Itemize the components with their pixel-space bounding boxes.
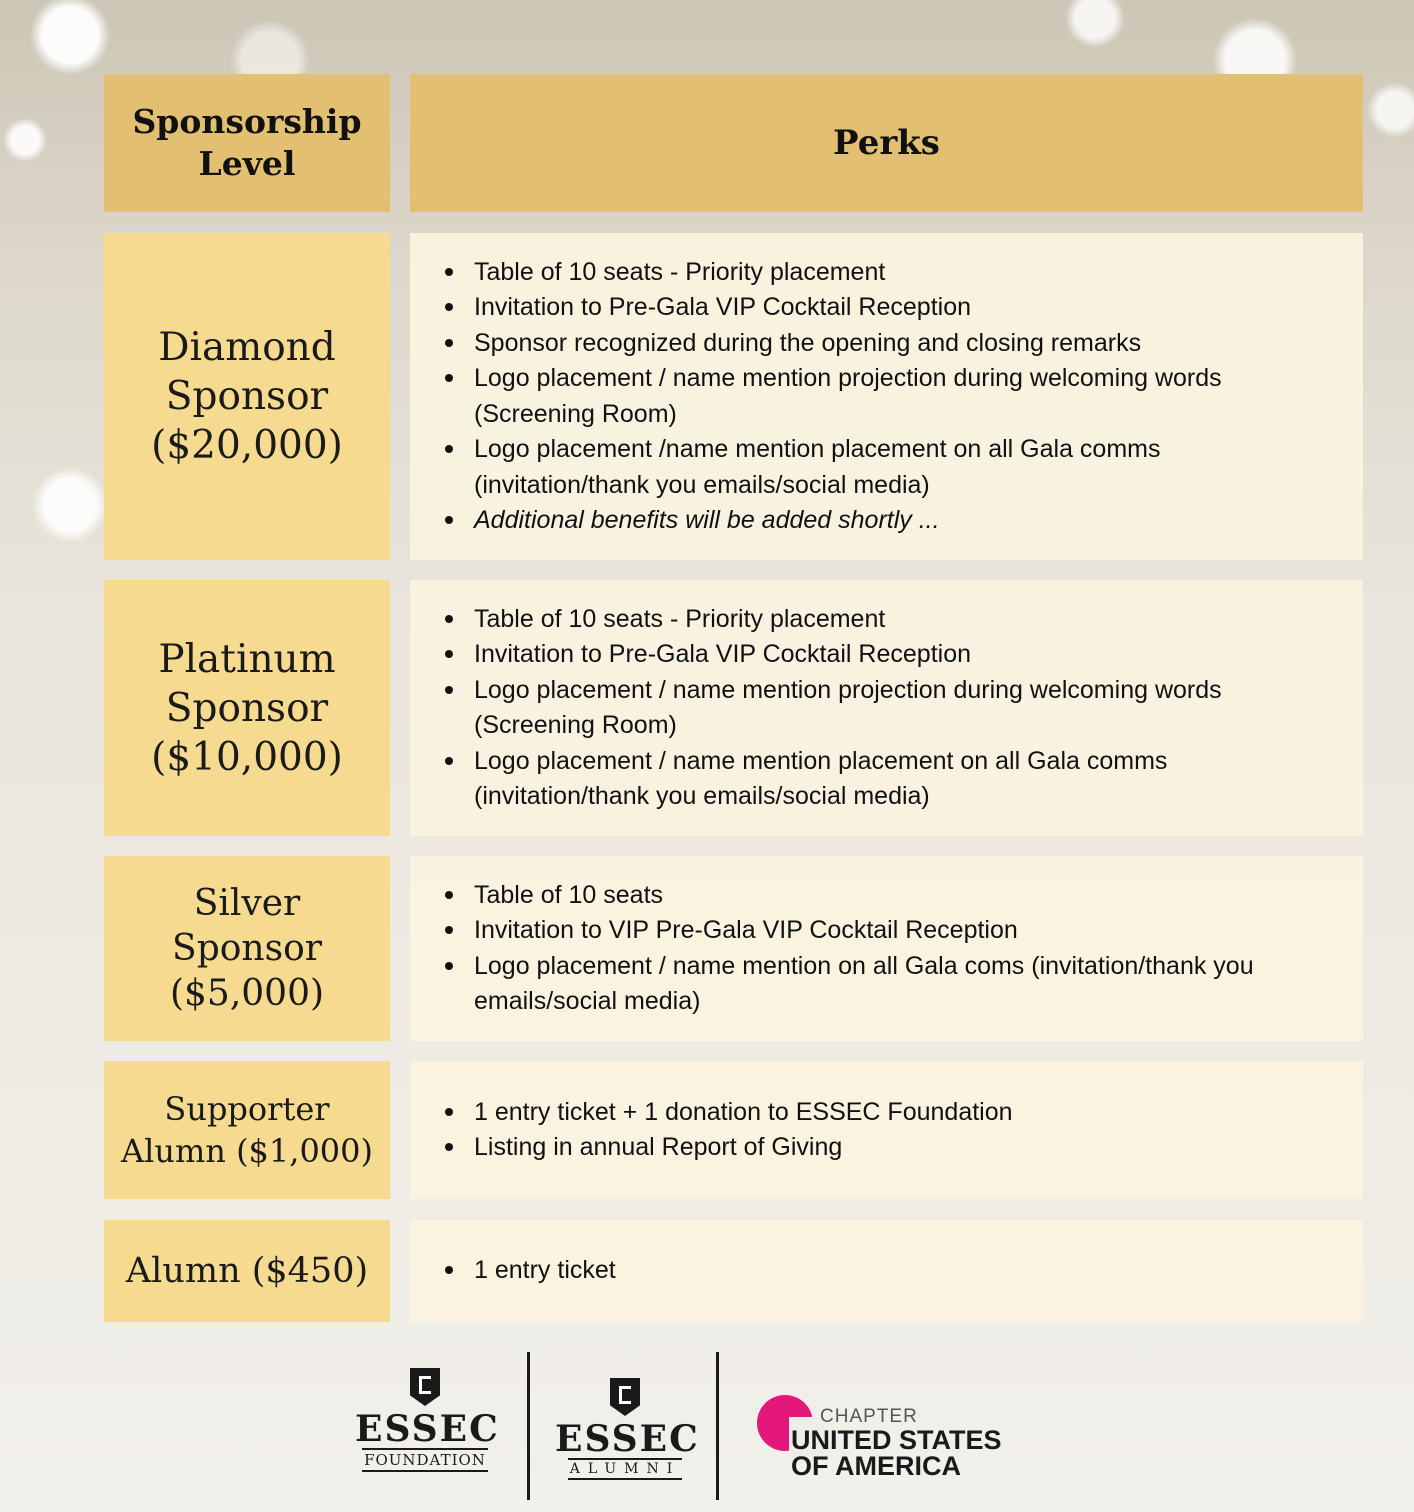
tier-level-label: Supporter Alumn ($1,000)	[120, 1090, 373, 1170]
perk-item: Additional benefits will be added shortly ...	[474, 503, 1363, 539]
tier-level-label: Platinum Sponsor ($10,000)	[151, 636, 343, 780]
tier-level-label: Diamond Sponsor ($20,000)	[151, 325, 343, 468]
logo-divider	[527, 1352, 530, 1500]
perk-item: Logo placement / name mention projection during welcoming words (Screening Room)	[474, 673, 1363, 744]
essec-alumni-logo	[555, 1378, 700, 1480]
essec-alumni-subtitle: ALUMNI	[568, 1458, 683, 1480]
essec-shield-icon	[410, 1368, 440, 1406]
tier-perks-supporter-alumn	[410, 1061, 1363, 1199]
tier-level-label: Silver Sponsor ($5,000)	[169, 883, 325, 1014]
perk-item: Logo placement / name mention on all Gala coms (invitation/thank you emails/social media)	[474, 949, 1363, 1020]
header-perks	[410, 74, 1363, 212]
perk-list	[410, 1253, 1363, 1289]
perk-item: 1 entry ticket	[474, 1253, 1363, 1289]
perk-item: Logo placement /name mention placement on all Gala comms (invitation/thank you emails/social media)	[474, 432, 1363, 503]
perk-list	[410, 878, 1363, 1020]
perk-list	[410, 255, 1363, 539]
perk-item: Logo placement / name mention projection during welcoming words (Screening Room)	[474, 361, 1363, 432]
chapter-country-line2: OF AMERICA	[791, 1451, 961, 1481]
header-perks-label: Perks	[833, 123, 940, 163]
logo-footer	[0, 1350, 1414, 1500]
chapter-country	[791, 1427, 1002, 1479]
chapter-country-line1: UNITED STATES	[791, 1425, 1002, 1455]
tier-perks-platinum	[410, 580, 1363, 836]
perk-item: Table of 10 seats	[474, 878, 1363, 914]
tier-level-diamond	[104, 233, 390, 560]
perk-item: 1 entry ticket + 1 donation to ESSEC Foundation	[474, 1095, 1363, 1131]
essec-alumni-wordmark: ESSEC	[555, 1418, 700, 1460]
tier-level-platinum	[104, 580, 390, 836]
header-level-label: Sponsorship Level	[132, 102, 362, 183]
perk-item: Table of 10 seats - Priority placement	[474, 602, 1363, 638]
chapter-label: CHAPTER	[820, 1406, 918, 1427]
essec-foundation-wordmark: ESSEC	[355, 1408, 500, 1450]
perk-list	[410, 1095, 1363, 1166]
tier-level-label: Alumn ($450)	[125, 1251, 369, 1291]
chapter-usa-logo	[757, 1395, 1027, 1485]
perk-item: Logo placement / name mention placement on all Gala comms (invitation/thank you emails/social media)	[474, 744, 1363, 815]
tier-level-supporter-alumn	[104, 1061, 390, 1199]
tier-perks-alumn	[410, 1220, 1363, 1322]
tier-perks-silver	[410, 856, 1363, 1041]
perk-item: Listing in annual Report of Giving	[474, 1130, 1363, 1166]
essec-shield-icon	[610, 1378, 640, 1416]
perk-item: Table of 10 seats - Priority placement	[474, 255, 1363, 291]
perk-item: Sponsor recognized during the opening and closing remarks	[474, 326, 1363, 362]
tier-perks-diamond	[410, 233, 1363, 560]
perk-list	[410, 602, 1363, 815]
perk-item: Invitation to Pre-Gala VIP Cocktail Reception	[474, 290, 1363, 326]
perk-item: Invitation to Pre-Gala VIP Cocktail Reception	[474, 637, 1363, 673]
header-sponsorship-level	[104, 74, 390, 212]
essec-foundation-subtitle: FOUNDATION	[362, 1448, 488, 1472]
essec-foundation-logo	[355, 1368, 500, 1472]
tier-level-silver	[104, 856, 390, 1041]
tier-level-alumn	[104, 1220, 390, 1322]
logo-divider	[716, 1352, 719, 1500]
perk-item: Invitation to VIP Pre-Gala VIP Cocktail Reception	[474, 913, 1363, 949]
